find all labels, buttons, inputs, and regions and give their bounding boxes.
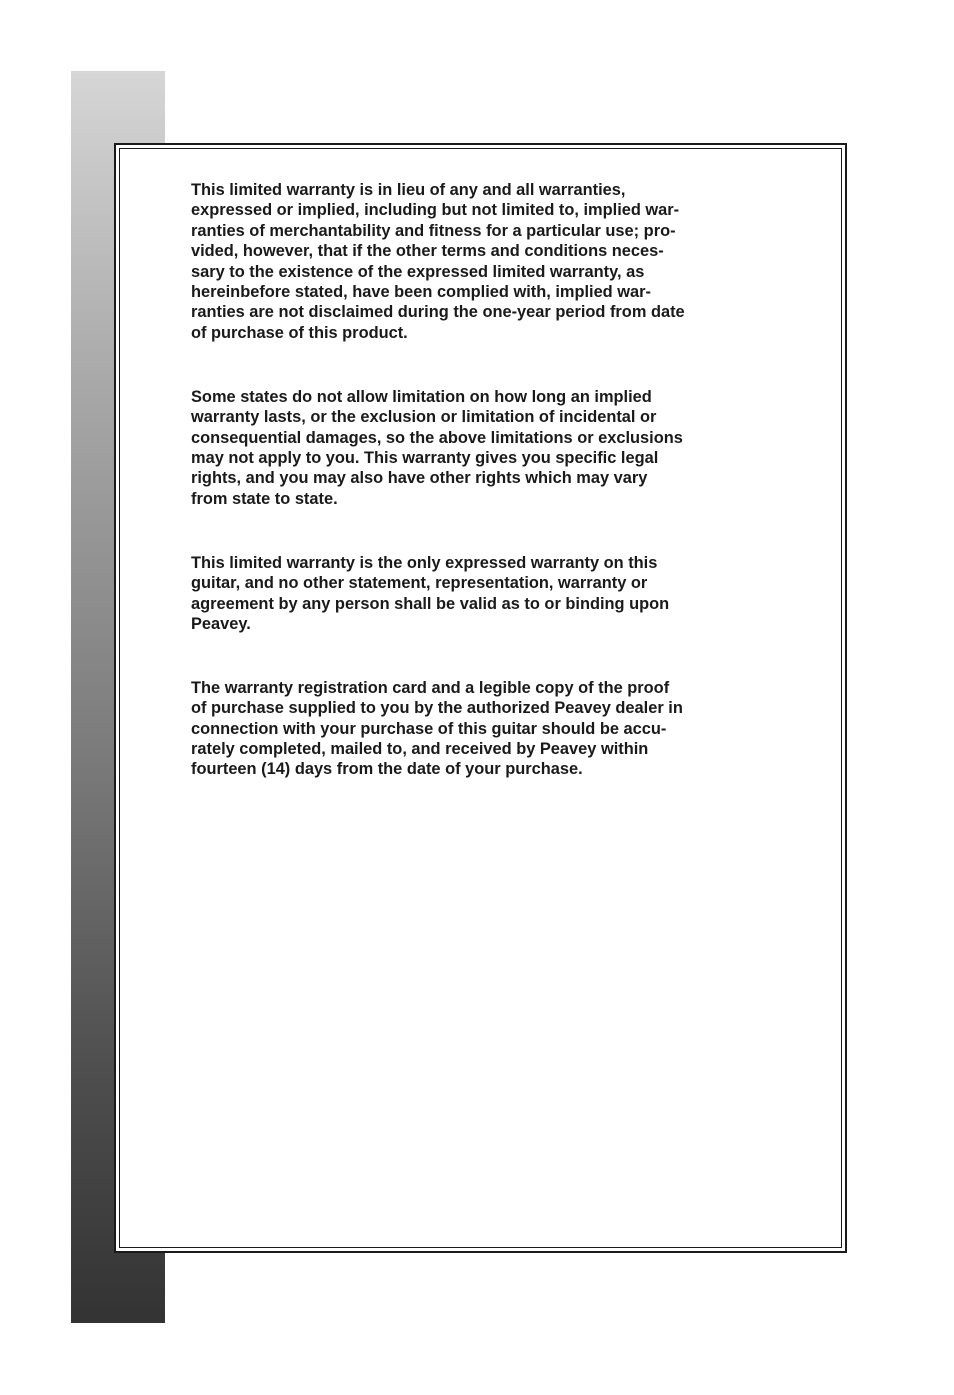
warranty-paragraph-4: The warranty registration card and a legible copy of the proof of purchase supplied to you by the authorized Peavey dealer in connection with your purchase of this guitar should be accu- rately completed, mailed to, and received by Peavey within fourteen (14) days from the date of your purchase.	[191, 678, 683, 779]
warranty-paragraph-1: This limited warranty is in lieu of any and all warranties, expressed or implied, including but not limited to, implied war- ranties of merchantability and fitness for a particular use; pro- vided, however, that if the other terms and conditions neces- sary to the existence of the expressed limited warranty, as hereinbefore stated, have been complied with, implied war- ranties are not disclaimed during the one-year period from date of purchase of this product.	[191, 181, 685, 342]
warranty-text-block	[191, 180, 766, 823]
warranty-paragraph-3: This limited warranty is the only expressed warranty on this guitar, and no other statement, representation, warranty or agreement by any person shall be valid as to or binding upon Peavey.	[191, 553, 670, 633]
warranty-paragraph-2: Some states do not allow limitation on how long an implied warranty lasts, or the exclusion or limitation of incidental or consequential damages, so the above limitations or exclusions may not apply to you. This warranty gives you specific legal rights, and you may also have other rights which may vary from state to state.	[191, 387, 683, 508]
